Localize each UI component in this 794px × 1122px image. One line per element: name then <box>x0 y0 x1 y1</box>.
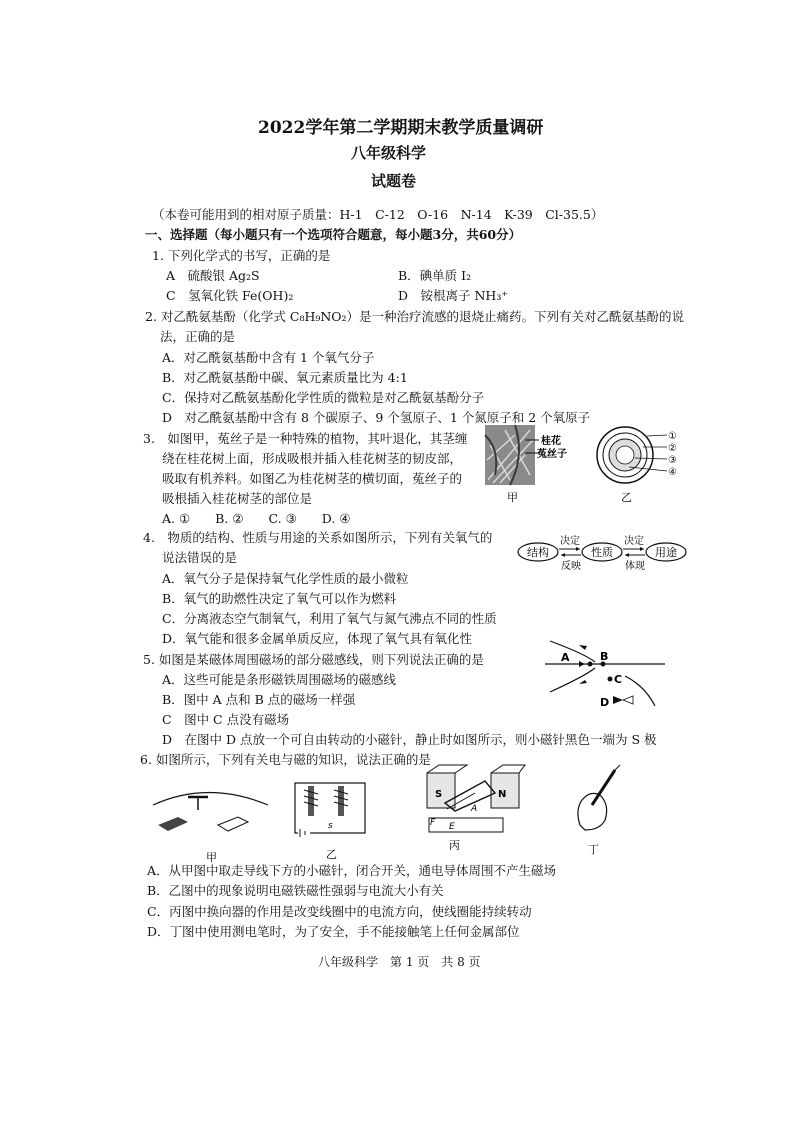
q4-option-b: B．氧气的助燃性决定了氧气可以作为燃料 <box>162 591 397 606</box>
q1-option-c: C 氢氧化铁 Fe(OH)₂ <box>166 288 294 303</box>
fig-label-jia: 甲 <box>507 491 518 504</box>
q6-option-b: B．乙图中的现象说明电磁铁磁性强弱与电流大小有关 <box>147 883 444 898</box>
label-c: C <box>614 673 623 686</box>
q4-line1: 4. 物质的结构、性质与用途的关系如图所示，下列有关氧气的 <box>143 530 493 545</box>
q2-stem-line2: 法，正确的是 <box>160 329 236 344</box>
fig-label-jia: 甲 <box>206 851 217 864</box>
q3-line1: 3. 如图甲，菟丝子是一种特殊的植物，其叶退化，其茎缠 <box>143 431 468 446</box>
q3-figure-jia <box>485 425 570 505</box>
q2-option-c: C．保持对乙酰氨基酚化学性质的微粒是对乙酰氨基酚分子 <box>162 390 485 405</box>
q3-line4: 吸根插入桂花树茎的部位是 <box>162 491 313 506</box>
q5-stem: 5. 如图是某磁体周围磁场的部分磁感线，则下列说法正确的是 <box>143 652 484 667</box>
label-n: N <box>498 789 507 800</box>
q1-option-a: A 硫酸银 Ag₂S <box>166 268 260 283</box>
q6-figure-yi <box>290 778 370 861</box>
label-a: A <box>561 651 570 664</box>
q5-field-lines-figure <box>545 636 665 716</box>
q6-option-d: D．丁图中使用测电笔时，为了安全，手不能接触笔上任何金属部位 <box>147 924 520 939</box>
q4-option-c: C．分离液态空气制氧气，利用了氧气与氮气沸点不同的性质 <box>162 611 497 626</box>
label-a: A <box>471 804 478 814</box>
q3-figure-yi <box>595 425 685 505</box>
node-property: 性质 <box>591 546 613 559</box>
fig-label-ding: 丁 <box>588 843 599 856</box>
q4-option-d: D．氧气能和很多金属单质反应，体现了氧气具有氧化性 <box>162 631 473 646</box>
compass-needle <box>613 696 623 704</box>
q4-line2: 说法错误的是 <box>162 550 238 565</box>
label-guihua: 桂花 <box>541 436 561 447</box>
label-f: F <box>430 818 436 828</box>
q1-stem: 1. 下列化学式的书写，正确的是 <box>152 248 331 263</box>
label-d: D <box>600 696 610 709</box>
q6-option-a: A．从甲图中取走导线下方的小磁针，闭合开关，通电导体周围不产生磁场 <box>147 863 557 878</box>
label-decide2: 决定 <box>624 536 644 547</box>
q1-option-d: D 铵根离子 NH₃⁺ <box>398 288 508 303</box>
q3-options: A. ① B. ② C. ③ D. ④ <box>162 511 351 526</box>
small-compass <box>158 817 188 831</box>
q2-option-d: D 对乙酰氨基酚中含有 8 个碳原子、9 个氢原子、1 个氮原子和 2 个氧原子 <box>162 410 591 425</box>
atomic-masses: （本卷可能用到的相对原子质量：H-1 C-12 O-16 N-14 K-39 Cl-35.5） <box>152 207 604 222</box>
node-structure: 结构 <box>527 546 549 559</box>
q5-option-d: D 在图中 D 点放一个可自由转动的小磁针，静止时如图所示，则小磁针黑色一端为 S 极 <box>162 732 657 747</box>
point-a <box>588 662 593 667</box>
page-footer: 八年级科学 第 1 页 共 8 页 <box>318 955 481 969</box>
mark-2: ② <box>668 443 677 454</box>
q3-line2: 绕在桂花树上面，形成吸根并插入桂花树茎的韧皮部， <box>162 451 463 466</box>
q6-figure-bing <box>425 763 525 852</box>
q1-option-b: B．碘单质 I₂ <box>398 268 472 283</box>
q4-option-a: A．氧气分子是保持氧气化学性质的最小微粒 <box>162 571 409 586</box>
q3-line3: 吸取有机养料。如图乙为桂花树茎的横切面，菟丝子的 <box>162 471 463 486</box>
label-embody: 体现 <box>625 561 645 572</box>
paper-label: 试题卷 <box>371 172 417 190</box>
q5-option-c: C 图中 C 点没有磁场 <box>162 712 290 727</box>
mark-4: ④ <box>668 467 677 478</box>
q4-relation-diagram <box>516 532 686 576</box>
q6-option-c: C．丙图中换向器的作用是改变线圈中的电流方向，使线圈能持续转动 <box>147 904 532 919</box>
label-b: B <box>600 650 609 663</box>
point-c <box>608 677 613 682</box>
q2-option-a: A．对乙酰氨基酚中含有 1 个氧气分子 <box>162 350 375 365</box>
electromagnet-2 <box>338 786 344 816</box>
label-tusizi: 菟丝子 <box>537 449 567 460</box>
fig-label-bing: 丙 <box>449 839 460 852</box>
label-e: E <box>449 822 455 832</box>
label-s: S <box>435 789 443 800</box>
mark-1: ① <box>668 431 677 442</box>
mark-3: ③ <box>668 455 677 466</box>
electromagnet-1 <box>308 786 314 816</box>
svg-text:s: s <box>328 821 333 831</box>
section-heading: 一、选择题（每小题只有一个选项符合题意，每小题3分，共60分） <box>145 227 522 242</box>
q2-stem-line1: 2. 对乙酰氨基酚（化学式 C₈H₉NO₂）是一种治疗流感的退烧止痛药。下列有关对乙酰氨基酚的说 <box>145 309 685 324</box>
node-use: 用途 <box>655 546 677 559</box>
fig-label-yi: 乙 <box>326 848 337 861</box>
q5-option-a: A．这些可能是条形磁铁周围磁场的磁感线 <box>162 672 397 687</box>
fig-label-yi: 乙 <box>621 491 632 504</box>
page-subtitle: 八年级科学 <box>351 144 427 162</box>
q6-figure-jia <box>148 775 278 864</box>
q6-figure-ding <box>570 765 630 856</box>
q5-option-b: B．图中 A 点和 B 点的磁场一样强 <box>162 692 356 707</box>
hand <box>578 793 607 830</box>
page-title: 2022学年第二学期期末教学质量调研 <box>258 118 544 138</box>
label-reflect: 反映 <box>561 561 581 572</box>
label-decide1: 决定 <box>560 536 580 547</box>
q2-option-b: B．对乙酰氨基酚中碳、氧元素质量比为 4:1 <box>162 370 408 385</box>
q6-stem: 6. 如图所示，下列有关电与磁的知识，说法正确的是 <box>140 752 431 767</box>
